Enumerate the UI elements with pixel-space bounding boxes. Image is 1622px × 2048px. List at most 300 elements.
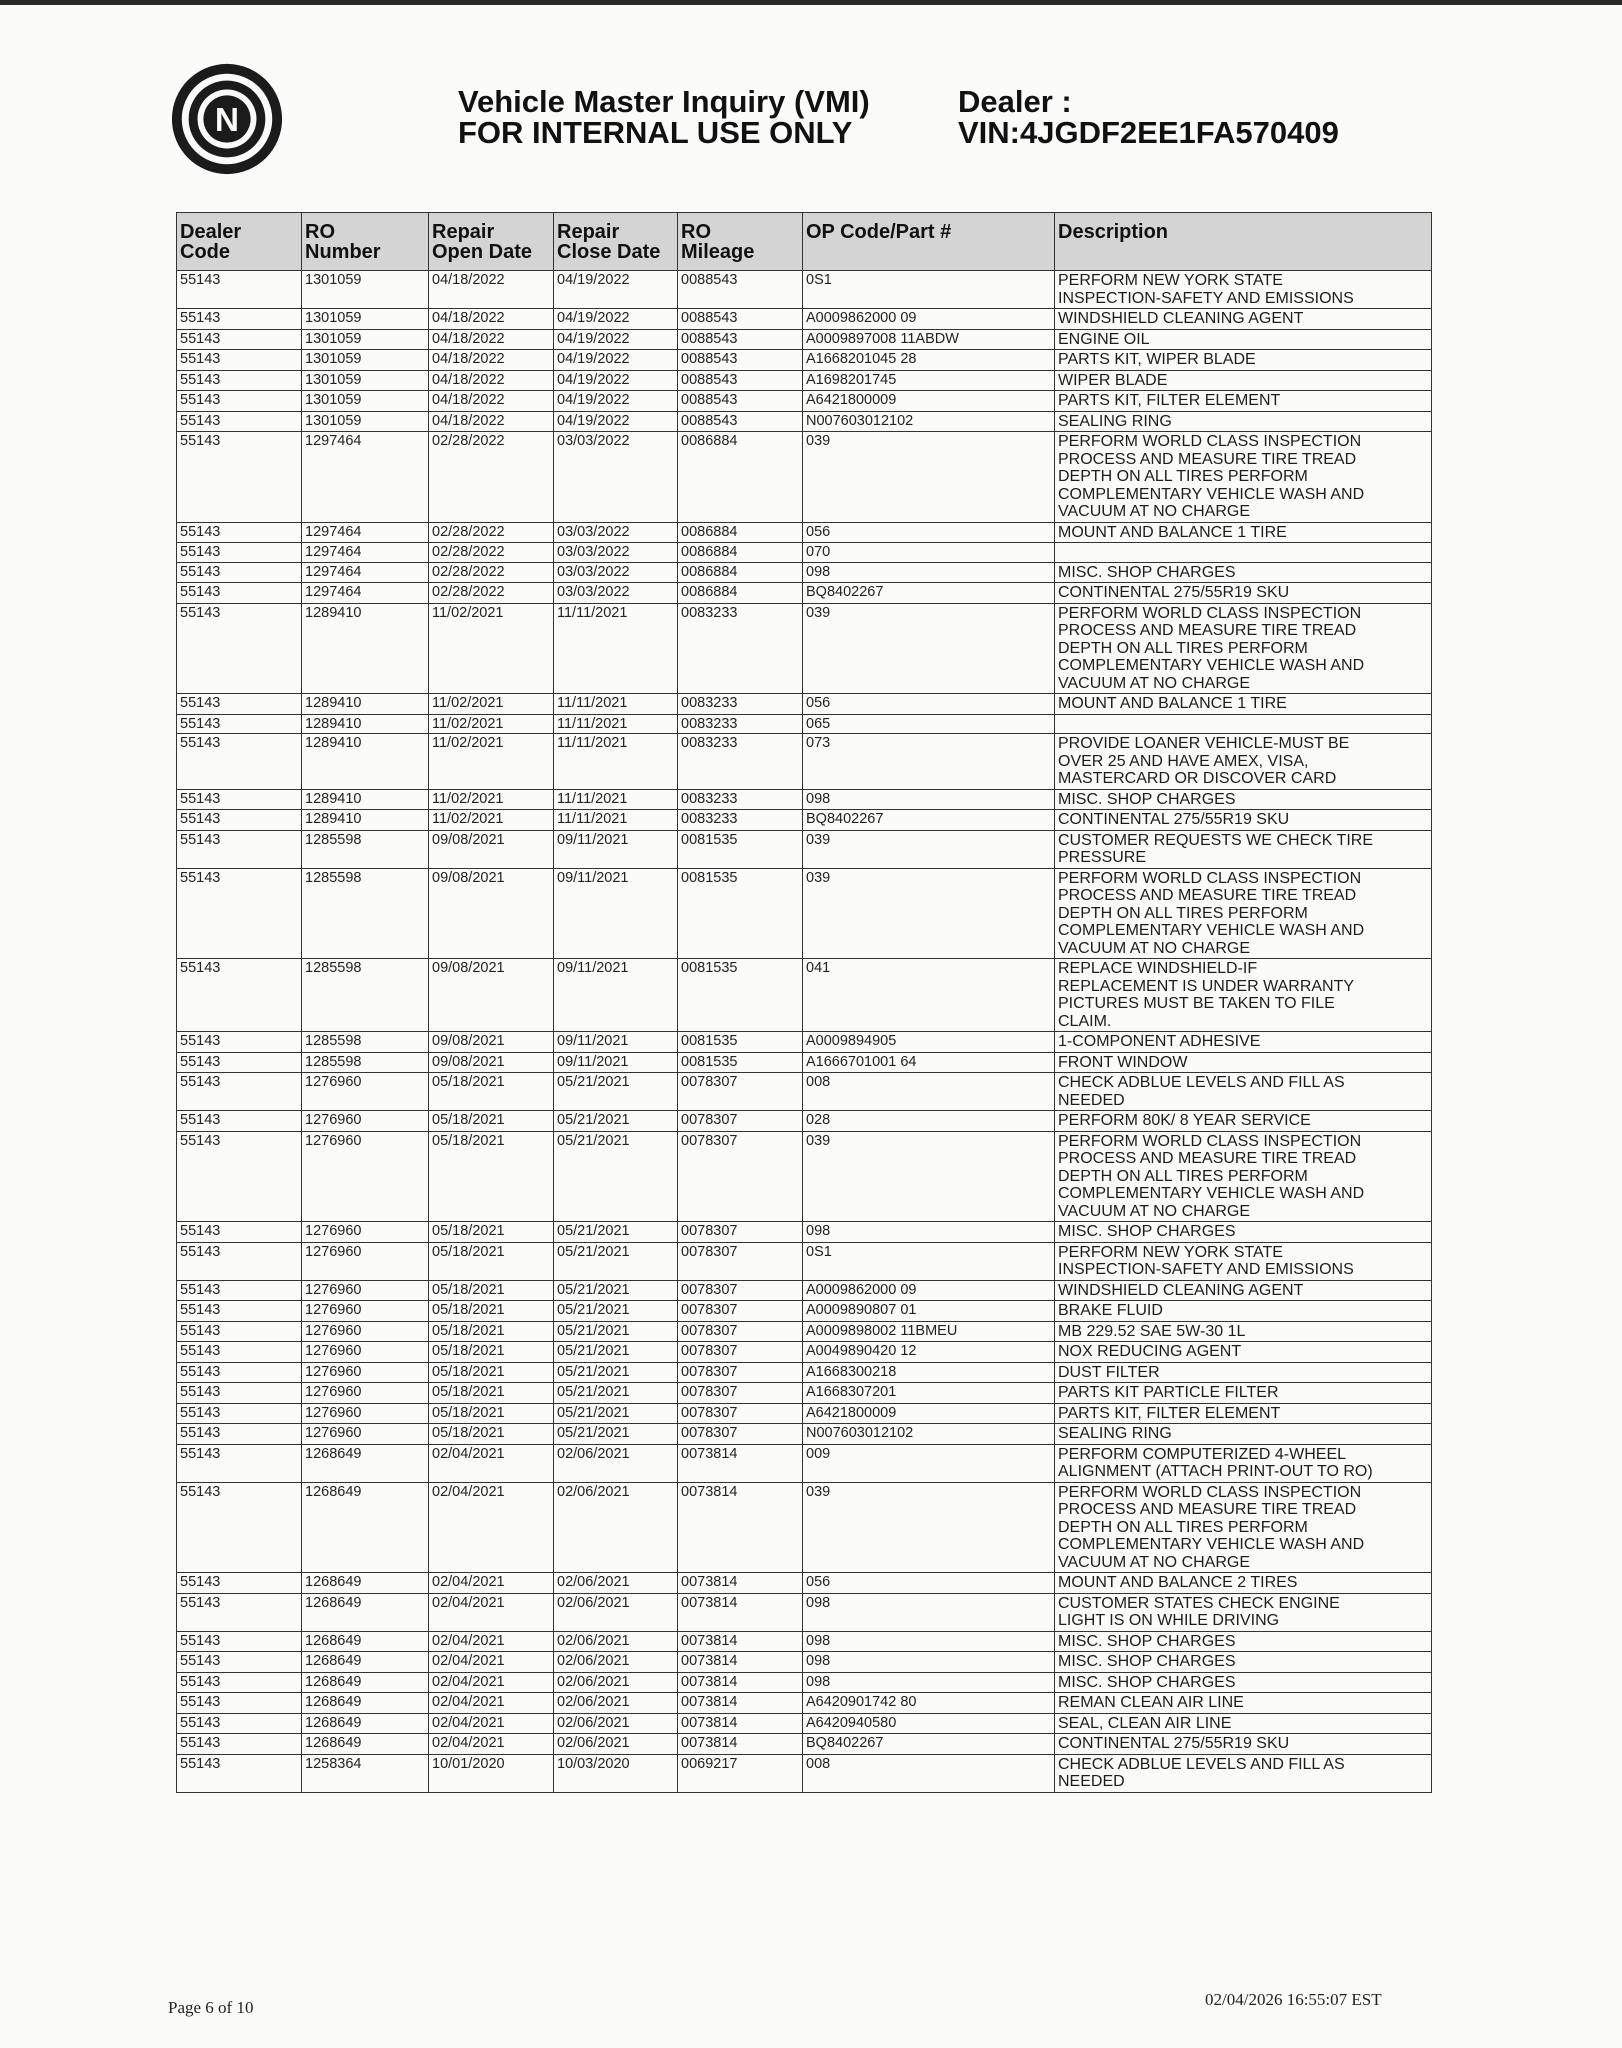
ro-number-cell: 1285598: [302, 959, 429, 1032]
close-date-cell: 04/19/2022: [554, 370, 678, 391]
op-code-cell: 041: [803, 959, 1055, 1032]
ro-number-cell: 1285598: [302, 1052, 429, 1073]
table-row: [177, 391, 1432, 412]
table-row: [177, 830, 1432, 868]
ro-number-cell: 1301059: [302, 350, 429, 371]
op-code-cell: 039: [803, 1131, 1055, 1222]
description-cell: PERFORM NEW YORK STATE INSPECTION-SAFETY AND EMISSIONS: [1055, 271, 1432, 309]
open-date-cell: 05/18/2021: [429, 1131, 554, 1222]
mileage-cell: 0086884: [678, 562, 803, 583]
open-date-cell: 02/28/2022: [429, 562, 554, 583]
op-code-cell: A0049890420 12: [803, 1342, 1055, 1363]
open-date-cell: 11/02/2021: [429, 694, 554, 715]
dealer-code-cell: 55143: [177, 309, 302, 330]
ro-number-cell: 1301059: [302, 411, 429, 432]
dealer-code-cell: 55143: [177, 522, 302, 543]
table-row: [177, 562, 1432, 583]
dealer-code-cell: 55143: [177, 583, 302, 604]
ro-number-cell: 1301059: [302, 309, 429, 330]
open-date-cell: 05/18/2021: [429, 1242, 554, 1280]
table-row: [177, 1383, 1432, 1404]
table-body: [177, 271, 1432, 1793]
description-cell: MOUNT AND BALANCE 1 TIRE: [1055, 522, 1432, 543]
open-date-cell: 02/28/2022: [429, 432, 554, 523]
table-row: [177, 1693, 1432, 1714]
description-cell: BRAKE FLUID: [1055, 1301, 1432, 1322]
mileage-cell: 0083233: [678, 789, 803, 810]
mileage-cell: 0088543: [678, 350, 803, 371]
description-cell: CHECK ADBLUE LEVELS AND FILL AS NEEDED: [1055, 1073, 1432, 1111]
description-cell: MB 229.52 SAE 5W-30 1L: [1055, 1321, 1432, 1342]
open-date-cell: 02/28/2022: [429, 543, 554, 563]
dealer-code-cell: 55143: [177, 1593, 302, 1631]
dealer-code-cell: 55143: [177, 1652, 302, 1673]
mileage-cell: 0078307: [678, 1242, 803, 1280]
table-row: [177, 1713, 1432, 1734]
description-cell: MISC. SHOP CHARGES: [1055, 562, 1432, 583]
mileage-cell: 0086884: [678, 522, 803, 543]
open-date-cell: 05/18/2021: [429, 1362, 554, 1383]
ro-number-cell: 1276960: [302, 1383, 429, 1404]
open-date-cell: 02/04/2021: [429, 1693, 554, 1714]
open-date-cell: 05/18/2021: [429, 1383, 554, 1404]
op-code-cell: 028: [803, 1111, 1055, 1132]
op-code-cell: BQ8402267: [803, 583, 1055, 604]
mileage-cell: 0073814: [678, 1693, 803, 1714]
table-row: [177, 370, 1432, 391]
close-date-cell: 11/11/2021: [554, 694, 678, 715]
table-row: [177, 1222, 1432, 1243]
description-cell: [1055, 543, 1432, 563]
table-row: [177, 868, 1432, 959]
dealer-code-cell: 55143: [177, 1131, 302, 1222]
close-date-cell: 11/11/2021: [554, 603, 678, 694]
table-row: [177, 1482, 1432, 1573]
dealer-block: [958, 86, 1339, 148]
open-date-cell: 05/18/2021: [429, 1222, 554, 1243]
dealer-code-cell: 55143: [177, 959, 302, 1032]
close-date-cell: 05/21/2021: [554, 1131, 678, 1222]
table-row: [177, 1403, 1432, 1424]
ro-number-cell: 1276960: [302, 1111, 429, 1132]
mileage-cell: 0073814: [678, 1652, 803, 1673]
close-date-cell: 02/06/2021: [554, 1593, 678, 1631]
table-row: [177, 1052, 1432, 1073]
dealer-code-cell: 55143: [177, 868, 302, 959]
op-code-cell: A0009894905: [803, 1032, 1055, 1053]
op-code-cell: BQ8402267: [803, 1734, 1055, 1755]
open-date-cell: 09/08/2021: [429, 1052, 554, 1073]
dealer-code-cell: 55143: [177, 1242, 302, 1280]
close-date-cell: 05/21/2021: [554, 1280, 678, 1301]
mileage-cell: 0088543: [678, 309, 803, 330]
dealer-code-cell: 55143: [177, 1032, 302, 1053]
table-row: [177, 1280, 1432, 1301]
close-date-cell: 04/19/2022: [554, 350, 678, 371]
close-date-cell: 05/21/2021: [554, 1383, 678, 1404]
close-date-cell: 05/21/2021: [554, 1424, 678, 1445]
close-date-cell: 02/06/2021: [554, 1444, 678, 1482]
op-code-cell: N007603012102: [803, 1424, 1055, 1445]
open-date-cell: 05/18/2021: [429, 1073, 554, 1111]
title-line-1: Vehicle Master Inquiry (VMI): [458, 84, 870, 119]
open-date-cell: 05/18/2021: [429, 1403, 554, 1424]
description-cell: CHECK ADBLUE LEVELS AND FILL AS NEEDED: [1055, 1754, 1432, 1792]
mileage-cell: 0078307: [678, 1383, 803, 1404]
description-cell: DUST FILTER: [1055, 1362, 1432, 1383]
mileage-cell: 0078307: [678, 1222, 803, 1243]
repair-history-table: [176, 212, 1432, 1793]
open-date-cell: 11/02/2021: [429, 789, 554, 810]
ro-number-cell: 1268649: [302, 1652, 429, 1673]
table-row: [177, 1672, 1432, 1693]
op-code-cell: 039: [803, 432, 1055, 523]
open-date-cell: 02/04/2021: [429, 1631, 554, 1652]
op-code-cell: 098: [803, 1652, 1055, 1673]
description-cell: PERFORM WORLD CLASS INSPECTION PROCESS AND MEASURE TIRE TREAD DEPTH ON ALL TIRES PERFORM COMPLEMENTARY VEHICLE WASH AND VACUUM AT NO CHARGE: [1055, 432, 1432, 523]
description-cell: PARTS KIT, FILTER ELEMENT: [1055, 391, 1432, 412]
mileage-cell: 0078307: [678, 1111, 803, 1132]
open-date-cell: 11/02/2021: [429, 603, 554, 694]
dealer-code-cell: 55143: [177, 543, 302, 563]
dealer-code-cell: 55143: [177, 1052, 302, 1073]
open-date-cell: 02/28/2022: [429, 522, 554, 543]
table-row: [177, 1073, 1432, 1111]
mileage-cell: 0073814: [678, 1713, 803, 1734]
col-repair-open-date: Repair Open Date: [429, 213, 554, 271]
close-date-cell: 05/21/2021: [554, 1362, 678, 1383]
dealer-code-cell: 55143: [177, 694, 302, 715]
dealer-code-cell: 55143: [177, 1672, 302, 1693]
mileage-cell: 0081535: [678, 830, 803, 868]
table-row: [177, 350, 1432, 371]
close-date-cell: 04/19/2022: [554, 411, 678, 432]
logo-letter: N: [214, 101, 240, 139]
close-date-cell: 11/11/2021: [554, 714, 678, 734]
mileage-cell: 0086884: [678, 432, 803, 523]
close-date-cell: 09/11/2021: [554, 868, 678, 959]
table-row: [177, 734, 1432, 790]
close-date-cell: 05/21/2021: [554, 1111, 678, 1132]
table-row: [177, 1242, 1432, 1280]
ro-number-cell: 1276960: [302, 1222, 429, 1243]
op-code-cell: A0009897008 11ABDW: [803, 329, 1055, 350]
mileage-cell: 0081535: [678, 1032, 803, 1053]
mileage-cell: 0078307: [678, 1342, 803, 1363]
description-cell: PERFORM WORLD CLASS INSPECTION PROCESS AND MEASURE TIRE TREAD DEPTH ON ALL TIRES PERFORM COMPLEMENTARY VEHICLE WASH AND VACUUM AT NO CHARGE: [1055, 603, 1432, 694]
dealer-code-cell: 55143: [177, 1342, 302, 1363]
ro-number-cell: 1268649: [302, 1482, 429, 1573]
dealer-code-cell: 55143: [177, 810, 302, 831]
close-date-cell: 02/06/2021: [554, 1672, 678, 1693]
description-cell: SEALING RING: [1055, 1424, 1432, 1445]
mileage-cell: 0078307: [678, 1403, 803, 1424]
table-row: [177, 959, 1432, 1032]
ro-number-cell: 1289410: [302, 714, 429, 734]
op-code-cell: A6421800009: [803, 391, 1055, 412]
dealer-code-cell: 55143: [177, 329, 302, 350]
description-cell: PERFORM COMPUTERIZED 4-WHEEL ALIGNMENT (ATTACH PRINT-OUT TO RO): [1055, 1444, 1432, 1482]
op-code-cell: A0009862000 09: [803, 309, 1055, 330]
mileage-cell: 0081535: [678, 1052, 803, 1073]
ro-number-cell: 1276960: [302, 1242, 429, 1280]
ro-number-cell: 1268649: [302, 1734, 429, 1755]
op-code-cell: A1668201045 28: [803, 350, 1055, 371]
op-code-cell: A1668307201: [803, 1383, 1055, 1404]
open-date-cell: 04/18/2022: [429, 329, 554, 350]
close-date-cell: 03/03/2022: [554, 543, 678, 563]
table-row: [177, 1321, 1432, 1342]
op-code-cell: 008: [803, 1073, 1055, 1111]
open-date-cell: 05/18/2021: [429, 1280, 554, 1301]
dealer-code-cell: 55143: [177, 1403, 302, 1424]
table-row: [177, 411, 1432, 432]
op-code-cell: 0S1: [803, 271, 1055, 309]
description-cell: REMAN CLEAN AIR LINE: [1055, 1693, 1432, 1714]
close-date-cell: 05/21/2021: [554, 1321, 678, 1342]
table-row: [177, 1754, 1432, 1792]
ro-number-cell: 1268649: [302, 1573, 429, 1594]
mileage-cell: 0078307: [678, 1073, 803, 1111]
op-code-cell: A1668300218: [803, 1362, 1055, 1383]
dealer-code-cell: 55143: [177, 1482, 302, 1573]
open-date-cell: 05/18/2021: [429, 1111, 554, 1132]
col-ro-mileage: RO Mileage: [678, 213, 803, 271]
mileage-cell: 0088543: [678, 271, 803, 309]
close-date-cell: 04/19/2022: [554, 329, 678, 350]
scan-top-edge: [0, 0, 1622, 5]
close-date-cell: 04/19/2022: [554, 271, 678, 309]
mileage-cell: 0088543: [678, 391, 803, 412]
ro-number-cell: 1276960: [302, 1342, 429, 1363]
dealer-code-cell: 55143: [177, 370, 302, 391]
description-cell: PERFORM WORLD CLASS INSPECTION PROCESS AND MEASURE TIRE TREAD DEPTH ON ALL TIRES PERFORM COMPLEMENTARY VEHICLE WASH AND VACUUM AT NO CHARGE: [1055, 1482, 1432, 1573]
open-date-cell: 11/02/2021: [429, 810, 554, 831]
mileage-cell: 0083233: [678, 603, 803, 694]
vin-label: VIN:4JGDF2EE1FA570409: [958, 115, 1339, 150]
ro-number-cell: 1285598: [302, 830, 429, 868]
ro-number-cell: 1297464: [302, 583, 429, 604]
table-row: [177, 1573, 1432, 1594]
description-cell: MISC. SHOP CHARGES: [1055, 1222, 1432, 1243]
ro-number-cell: 1276960: [302, 1403, 429, 1424]
op-code-cell: 056: [803, 1573, 1055, 1594]
mileage-cell: 0073814: [678, 1573, 803, 1594]
dealer-code-cell: 55143: [177, 1713, 302, 1734]
ro-number-cell: 1276960: [302, 1073, 429, 1111]
col-description: Description: [1055, 213, 1432, 271]
description-cell: SEAL, CLEAN AIR LINE: [1055, 1713, 1432, 1734]
description-cell: PARTS KIT, WIPER BLADE: [1055, 350, 1432, 371]
ro-number-cell: 1289410: [302, 694, 429, 715]
ro-number-cell: 1268649: [302, 1631, 429, 1652]
open-date-cell: 05/18/2021: [429, 1424, 554, 1445]
description-cell: CUSTOMER REQUESTS WE CHECK TIRE PRESSURE: [1055, 830, 1432, 868]
open-date-cell: 02/04/2021: [429, 1573, 554, 1594]
close-date-cell: 03/03/2022: [554, 562, 678, 583]
table-row: [177, 789, 1432, 810]
op-code-cell: 098: [803, 1631, 1055, 1652]
description-cell: PARTS KIT PARTICLE FILTER: [1055, 1383, 1432, 1404]
dealer-label: Dealer :: [958, 84, 1072, 119]
description-cell: MISC. SHOP CHARGES: [1055, 789, 1432, 810]
open-date-cell: 05/18/2021: [429, 1321, 554, 1342]
brand-logo-icon: [168, 60, 286, 178]
ro-number-cell: 1285598: [302, 868, 429, 959]
dealer-code-cell: 55143: [177, 1383, 302, 1404]
open-date-cell: 02/28/2022: [429, 583, 554, 604]
dealer-code-cell: 55143: [177, 1734, 302, 1755]
close-date-cell: 02/06/2021: [554, 1713, 678, 1734]
mileage-cell: 0073814: [678, 1734, 803, 1755]
mileage-cell: 0088543: [678, 370, 803, 391]
table-row: [177, 694, 1432, 715]
description-cell: MOUNT AND BALANCE 2 TIRES: [1055, 1573, 1432, 1594]
ro-number-cell: 1301059: [302, 271, 429, 309]
ro-number-cell: 1268649: [302, 1693, 429, 1714]
open-date-cell: 04/18/2022: [429, 370, 554, 391]
op-code-cell: N007603012102: [803, 411, 1055, 432]
col-dealer-code: Dealer Code: [177, 213, 302, 271]
mileage-cell: 0086884: [678, 543, 803, 563]
ro-number-cell: 1268649: [302, 1672, 429, 1693]
table-row: [177, 1362, 1432, 1383]
mileage-cell: 0081535: [678, 959, 803, 1032]
table-row: [177, 1424, 1432, 1445]
mileage-cell: 0083233: [678, 810, 803, 831]
close-date-cell: 11/11/2021: [554, 734, 678, 790]
op-code-cell: A6420901742 80: [803, 1693, 1055, 1714]
description-cell: MOUNT AND BALANCE 1 TIRE: [1055, 694, 1432, 715]
ro-number-cell: 1276960: [302, 1131, 429, 1222]
open-date-cell: 02/04/2021: [429, 1672, 554, 1693]
ro-number-cell: 1289410: [302, 810, 429, 831]
op-code-cell: 098: [803, 562, 1055, 583]
close-date-cell: 09/11/2021: [554, 1052, 678, 1073]
table-row: [177, 329, 1432, 350]
close-date-cell: 11/11/2021: [554, 789, 678, 810]
op-code-cell: 039: [803, 830, 1055, 868]
ro-number-cell: 1301059: [302, 329, 429, 350]
mileage-cell: 0078307: [678, 1301, 803, 1322]
mileage-cell: 0073814: [678, 1444, 803, 1482]
description-cell: [1055, 714, 1432, 734]
table-row: [177, 1444, 1432, 1482]
dealer-code-cell: 55143: [177, 1362, 302, 1383]
close-date-cell: 05/21/2021: [554, 1242, 678, 1280]
title-line-2: FOR INTERNAL USE ONLY: [458, 115, 853, 150]
col-op-code-part: OP Code/Part #: [803, 213, 1055, 271]
op-code-cell: A1698201745: [803, 370, 1055, 391]
dealer-code-cell: 55143: [177, 1111, 302, 1132]
ro-number-cell: 1289410: [302, 603, 429, 694]
description-cell: PARTS KIT, FILTER ELEMENT: [1055, 1403, 1432, 1424]
col-ro-number: RO Number: [302, 213, 429, 271]
mileage-cell: 0078307: [678, 1321, 803, 1342]
close-date-cell: 03/03/2022: [554, 522, 678, 543]
table-row: [177, 810, 1432, 831]
dealer-code-cell: 55143: [177, 830, 302, 868]
mileage-cell: 0073814: [678, 1593, 803, 1631]
open-date-cell: 04/18/2022: [429, 411, 554, 432]
open-date-cell: 04/18/2022: [429, 391, 554, 412]
ro-number-cell: 1276960: [302, 1362, 429, 1383]
description-cell: NOX REDUCING AGENT: [1055, 1342, 1432, 1363]
op-code-cell: BQ8402267: [803, 810, 1055, 831]
op-code-cell: 065: [803, 714, 1055, 734]
open-date-cell: 10/01/2020: [429, 1754, 554, 1792]
dealer-code-cell: 55143: [177, 432, 302, 523]
dealer-code-cell: 55143: [177, 789, 302, 810]
mileage-cell: 0083233: [678, 714, 803, 734]
op-code-cell: 0S1: [803, 1242, 1055, 1280]
ro-number-cell: 1268649: [302, 1444, 429, 1482]
open-date-cell: 09/08/2021: [429, 830, 554, 868]
table-row: [177, 1593, 1432, 1631]
description-cell: ENGINE OIL: [1055, 329, 1432, 350]
open-date-cell: 04/18/2022: [429, 309, 554, 330]
table-row: [177, 1631, 1432, 1652]
close-date-cell: 05/21/2021: [554, 1073, 678, 1111]
table-row: [177, 1111, 1432, 1132]
description-cell: PERFORM 80K/ 8 YEAR SERVICE: [1055, 1111, 1432, 1132]
ro-number-cell: 1276960: [302, 1301, 429, 1322]
table-header-row: [177, 213, 1432, 271]
description-cell: FRONT WINDOW: [1055, 1052, 1432, 1073]
op-code-cell: A6421800009: [803, 1403, 1055, 1424]
ro-number-cell: 1297464: [302, 543, 429, 563]
open-date-cell: 02/04/2021: [429, 1734, 554, 1755]
dealer-code-cell: 55143: [177, 391, 302, 412]
mileage-cell: 0088543: [678, 411, 803, 432]
op-code-cell: 070: [803, 543, 1055, 563]
description-cell: MISC. SHOP CHARGES: [1055, 1631, 1432, 1652]
table-row: [177, 1032, 1432, 1053]
close-date-cell: 03/03/2022: [554, 583, 678, 604]
ro-number-cell: 1285598: [302, 1032, 429, 1053]
mileage-cell: 0083233: [678, 734, 803, 790]
ro-number-cell: 1268649: [302, 1593, 429, 1631]
open-date-cell: 02/04/2021: [429, 1482, 554, 1573]
mileage-cell: 0073814: [678, 1672, 803, 1693]
mileage-cell: 0078307: [678, 1131, 803, 1222]
mileage-cell: 0086884: [678, 583, 803, 604]
table-row: [177, 1342, 1432, 1363]
close-date-cell: 02/06/2021: [554, 1573, 678, 1594]
close-date-cell: 11/11/2021: [554, 810, 678, 831]
close-date-cell: 04/19/2022: [554, 309, 678, 330]
ro-number-cell: 1276960: [302, 1280, 429, 1301]
print-timestamp: 02/04/2026 16:55:07 EST: [1205, 1990, 1382, 2009]
dealer-code-cell: 55143: [177, 1693, 302, 1714]
open-date-cell: 02/04/2021: [429, 1652, 554, 1673]
mileage-cell: 0073814: [678, 1482, 803, 1573]
dealer-code-cell: 55143: [177, 1222, 302, 1243]
close-date-cell: 05/21/2021: [554, 1222, 678, 1243]
mileage-cell: 0088543: [678, 329, 803, 350]
op-code-cell: 056: [803, 522, 1055, 543]
ro-number-cell: 1258364: [302, 1754, 429, 1792]
open-date-cell: 05/18/2021: [429, 1301, 554, 1322]
op-code-cell: 098: [803, 1672, 1055, 1693]
close-date-cell: 02/06/2021: [554, 1734, 678, 1755]
open-date-cell: 09/08/2021: [429, 1032, 554, 1053]
description-cell: PERFORM WORLD CLASS INSPECTION PROCESS AND MEASURE TIRE TREAD DEPTH ON ALL TIRES PERFORM COMPLEMENTARY VEHICLE WASH AND VACUUM AT NO CHARGE: [1055, 1131, 1432, 1222]
description-cell: CUSTOMER STATES CHECK ENGINE LIGHT IS ON WHILE DRIVING: [1055, 1593, 1432, 1631]
table-row: [177, 583, 1432, 604]
close-date-cell: 04/19/2022: [554, 391, 678, 412]
dealer-code-cell: 55143: [177, 411, 302, 432]
